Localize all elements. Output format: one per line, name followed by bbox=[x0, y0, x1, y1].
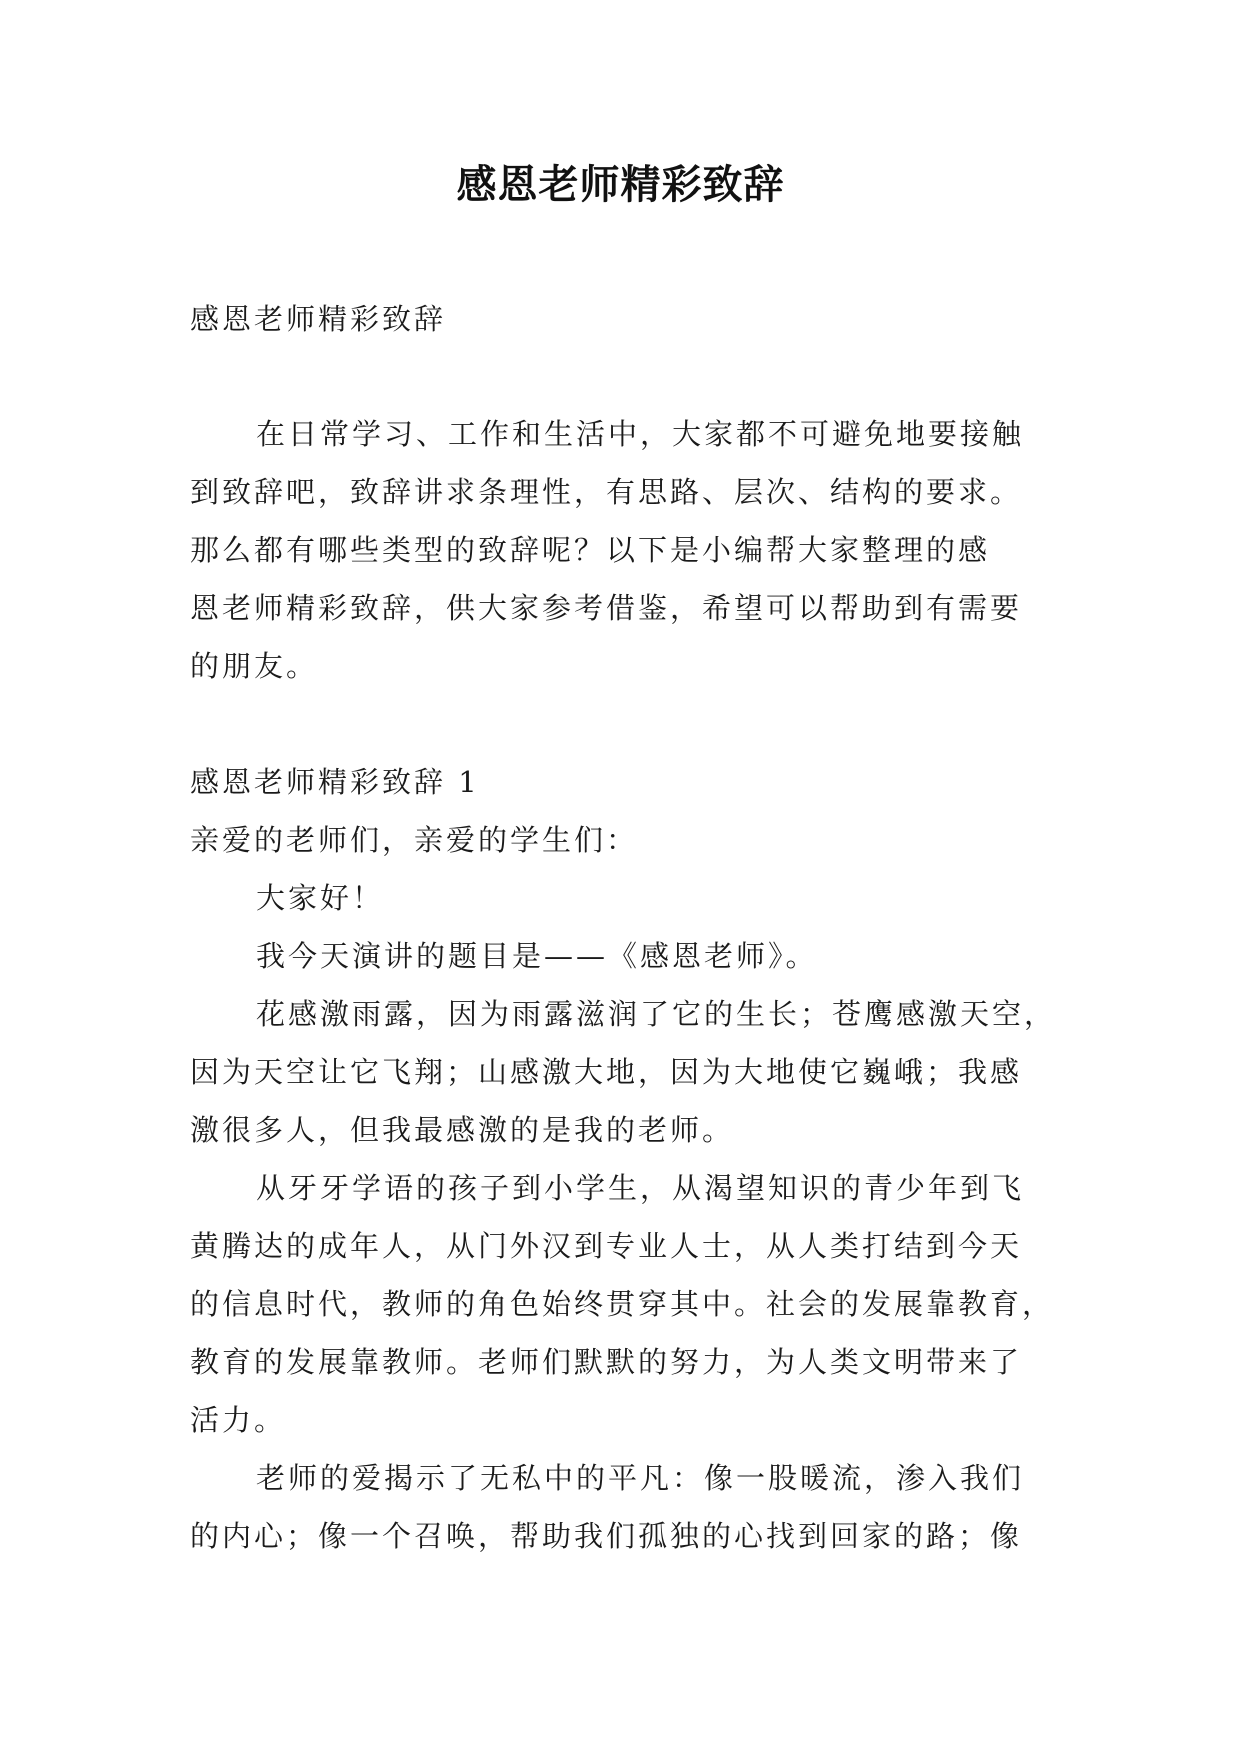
section-heading: 感恩老师精彩致辞 1 bbox=[190, 765, 480, 799]
topic-line: 我今天演讲的题目是——《感恩老师》。 bbox=[256, 939, 818, 973]
paragraph-3-line: 老师的爱揭示了无私中的平凡：像一股暖流，渗入我们 bbox=[256, 1461, 1025, 1495]
intro-line: 的朋友。 bbox=[190, 649, 319, 683]
document-subtitle-block bbox=[190, 290, 1060, 348]
paragraph-1-line: 激很多人，但我最感激的是我的老师。 bbox=[190, 1113, 735, 1147]
paragraph-1-line: 因为天空让它飞翔；山感激大地，因为大地使它巍峨；我感 bbox=[190, 1055, 1023, 1089]
greeting: 大家好！ bbox=[256, 881, 385, 915]
paragraph-2-line: 黄腾达的成年人，从门外汉到专业人士，从人类打结到今天 bbox=[190, 1229, 1023, 1263]
intro-line: 恩老师精彩致辞，供大家参考借鉴，希望可以帮助到有需要 bbox=[190, 591, 1023, 625]
intro-line: 在日常学习、工作和生活中，大家都不可避免地要接触 bbox=[256, 417, 1025, 451]
paragraph-3-line: 的内心；像一个召唤，帮助我们孤独的心找到回家的路；像 bbox=[190, 1519, 1023, 1553]
paragraph-2-line: 的信息时代，教师的角色始终贯穿其中。社会的发展靠教育， bbox=[190, 1287, 1055, 1321]
paragraph-2-line: 教育的发展靠教师。老师们默默的努力，为人类文明带来了 bbox=[190, 1345, 1023, 1379]
salutation: 亲爱的老师们，亲爱的学生们： bbox=[190, 823, 639, 857]
paragraph-2-line: 从牙牙学语的孩子到小学生，从渴望知识的青少年到飞 bbox=[256, 1171, 1025, 1205]
paragraph-1-line: 花感激雨露，因为雨露滋润了它的生长；苍鹰感激天空， bbox=[256, 997, 1057, 1031]
intro-paragraph bbox=[190, 405, 1060, 695]
document-title: 感恩老师精彩致辞 bbox=[456, 161, 785, 208]
paragraph-2-line: 活力。 bbox=[190, 1403, 287, 1437]
speech-section bbox=[190, 753, 1060, 1565]
intro-line: 到致辞吧，致辞讲求条理性，有思路、层次、结构的要求。 bbox=[190, 475, 1023, 509]
document-subtitle: 感恩老师精彩致辞 bbox=[190, 302, 447, 336]
intro-line: 那么都有哪些类型的致辞呢？以下是小编帮大家整理的感 bbox=[190, 533, 991, 567]
